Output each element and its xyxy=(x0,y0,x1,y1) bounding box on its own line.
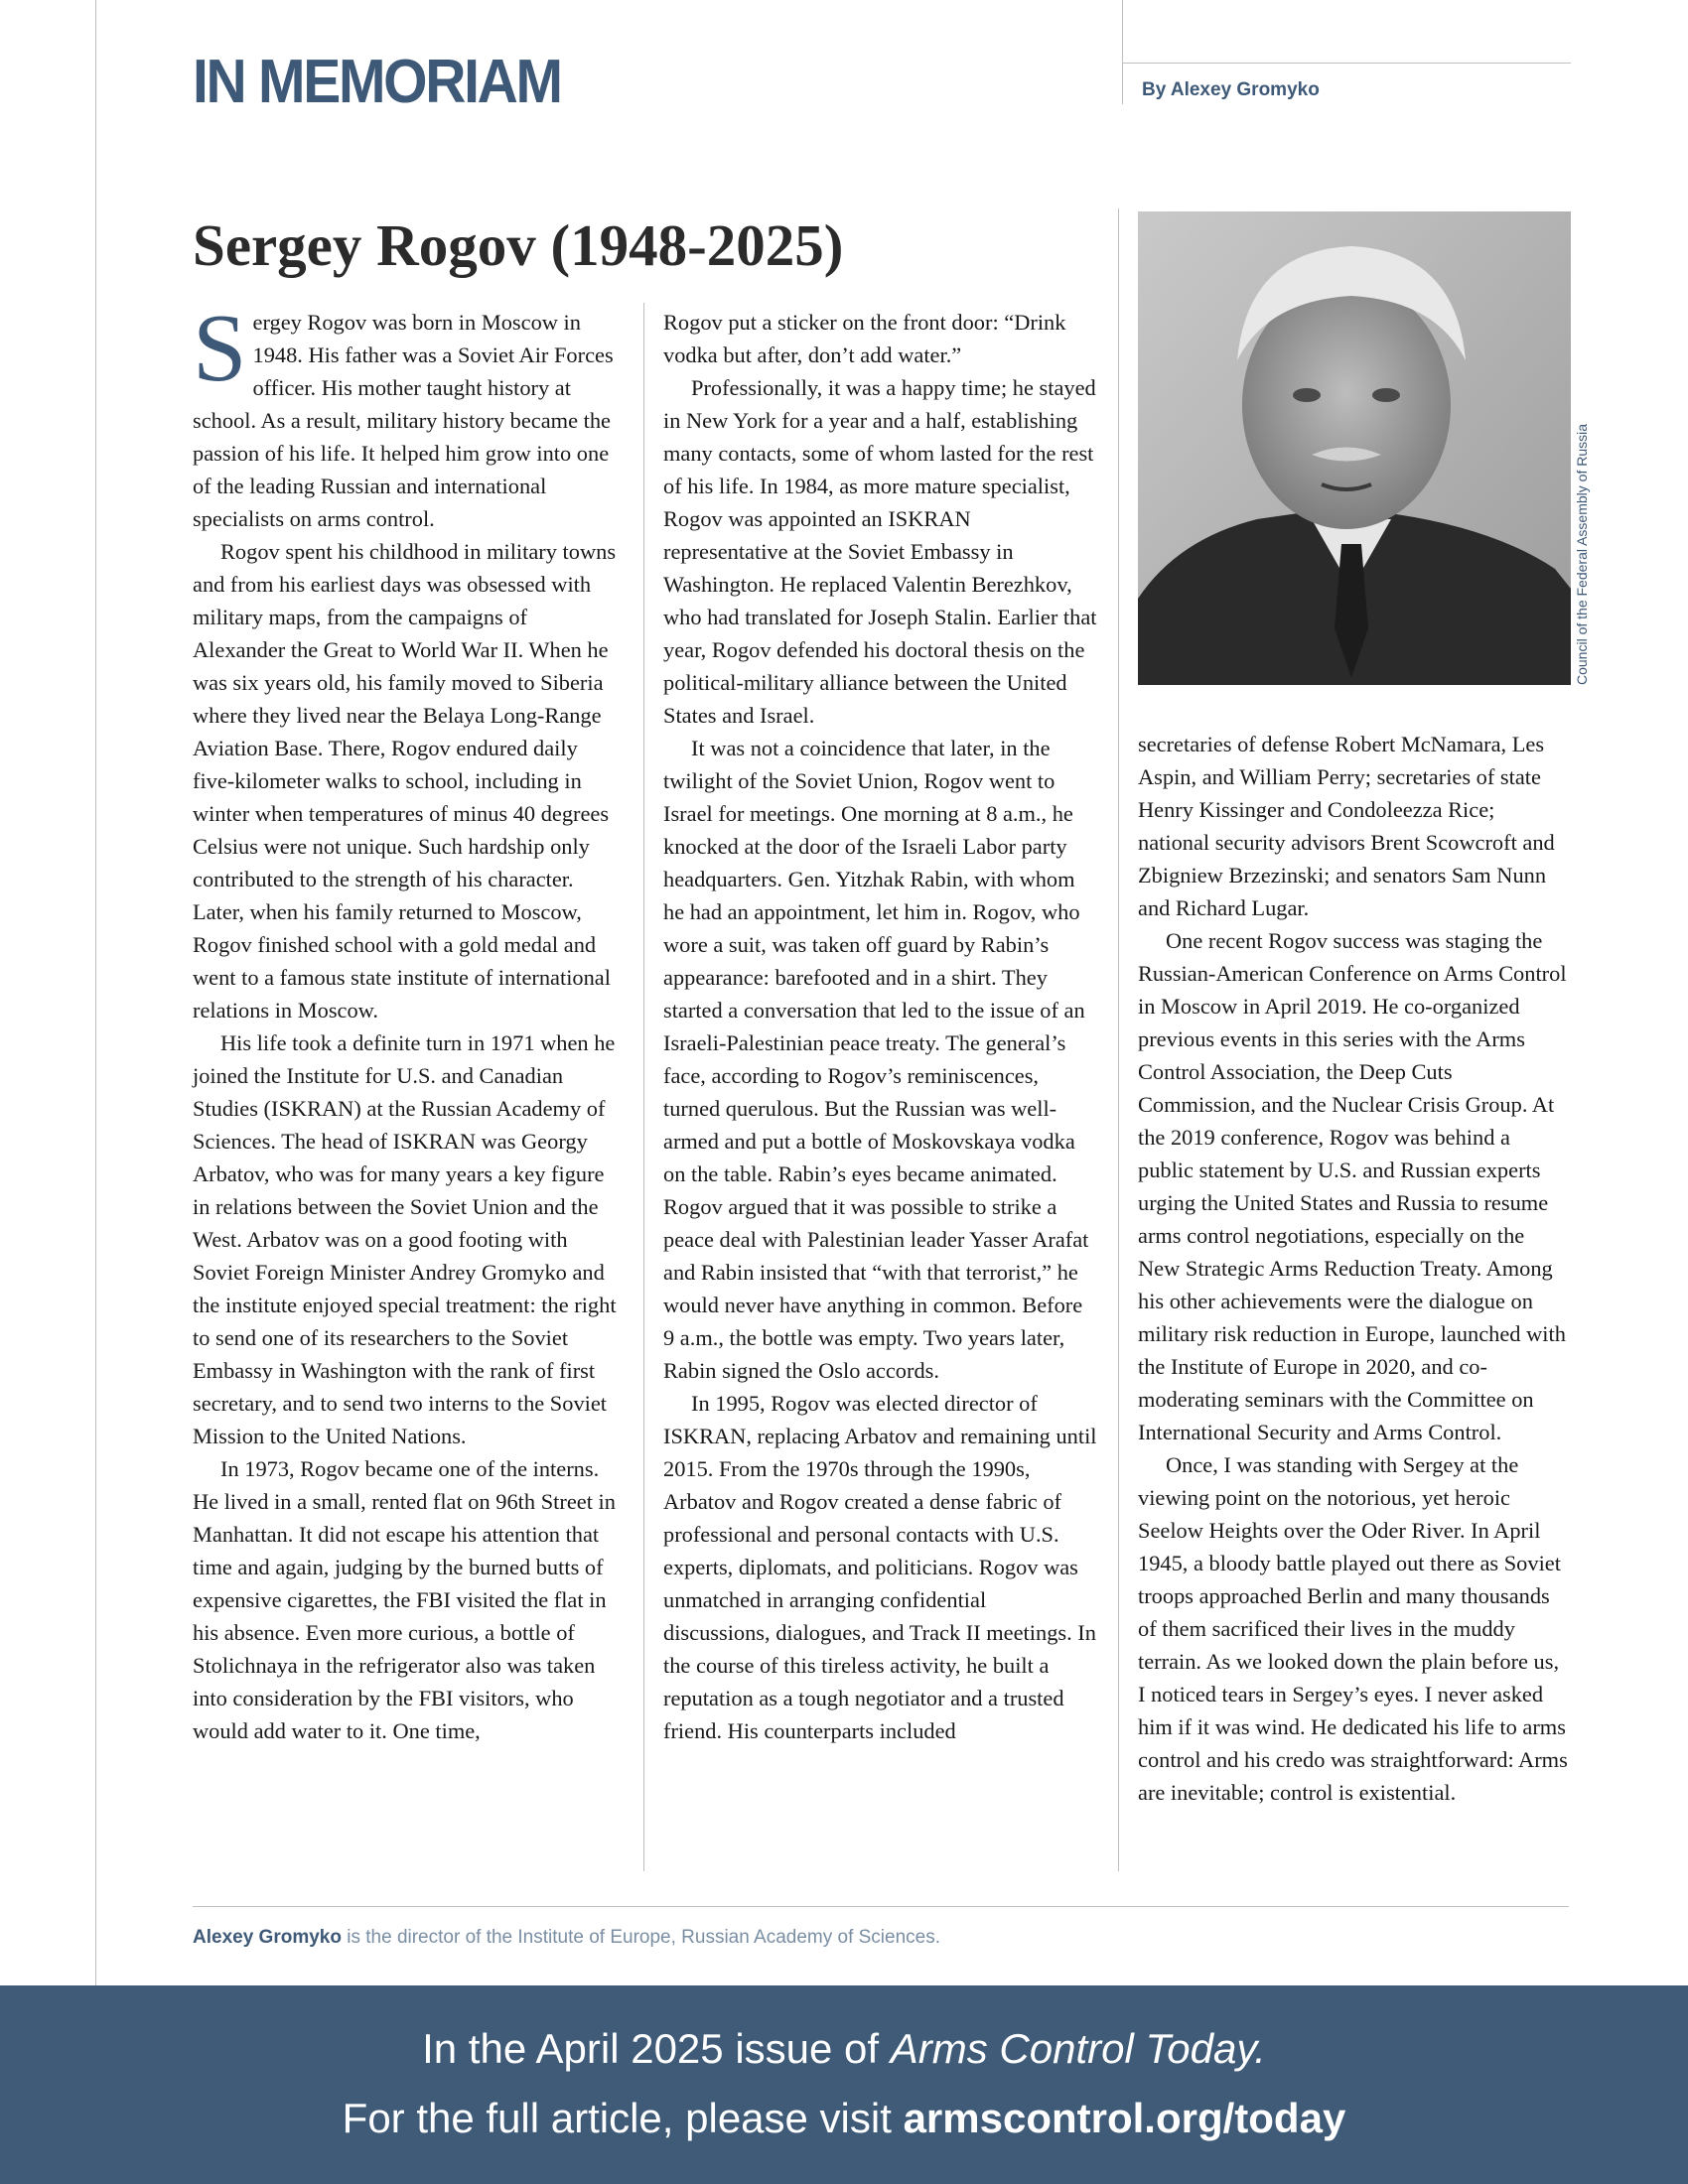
bio-divider xyxy=(193,1906,1569,1907)
column-divider-2 xyxy=(1118,208,1119,1871)
section-title: IN MEMORIAM xyxy=(193,48,561,116)
byline: By Alexey Gromyko xyxy=(1142,79,1320,100)
drop-cap: S xyxy=(193,295,247,402)
paragraph: Once, I was standing with Sergey at the viewing point on the notorious, yet heroic Seelow Heights over the Oder River. In April 1945, a bloody battle played out there as Soviet troops approached Berlin and many thousands of them sacrificed their lives in the muddy terrain. As we looked down the plain before us, I noticed tears in Sergey’s eyes. I never asked him if it was wind. He dedicated his life to arms control and his credo was straightforward: Arms are inevitable; control is existential. xyxy=(1138,1452,1568,1805)
paragraph: It was not a coincidence that later, in the twilight of the Soviet Union, Rogov went to Israel for meetings. One morning at 8 a.m., he knocked at the door of the Israeli Labor party headquarters. Gen. Yitzhak Rabin, with whom he had an appointment, let him in. Rogov, who wore a suit, was taken off guard by Rabin’s appearance: barefooted and in a shirt. They started a conversation that led to the issue of an Israeli-Palestinian peace treaty. The general’s face, according to Rogov’s reminiscences, turned querulous. But the Russian was well-armed and put a bottle of Moskovskaya vodka on the table. Rabin’s eyes became animated. Rogov argued that it was possible to strike a peace deal with Palestinian leader Yasser Arafat and Rabin insisted that “with that terrorist,” he would never have anything in common. Before 9 a.m., the bottle was empty. Two years later, Rabin signed the Oslo accords. xyxy=(663,736,1089,1383)
author-bio-name: Alexey Gromyko xyxy=(193,1927,342,1948)
byline-divider-horizontal xyxy=(1122,63,1571,64)
article-headline: Sergey Rogov (1948-2025) xyxy=(193,212,844,278)
portrait-photo xyxy=(1138,211,1571,685)
paragraph: secretaries of defense Robert McNamara, Les Aspin, and William Perry; secretaries of state Henry Kissinger and Condoleezza Rice; national security advisors Brent Scowcroft and Zbigniew Brzezinski; and senators Sam Nunn and Richard Lugar. xyxy=(1138,732,1555,920)
paragraph: Sergey Rogov was born in Moscow in 1948. His father was a Soviet Air Forces officer. His mother taught history at school. As a result, military history became the passion of his life. It helped him grow into one of the leading Russian and international specialists on arms control. xyxy=(193,295,614,531)
article-column-2 xyxy=(663,306,1098,1747)
website-link[interactable]: armscontrol.org/today xyxy=(903,2095,1346,2141)
paragraph: Rogov put a sticker on the front door: “Drink vodka but after, don’t add water.” xyxy=(663,310,1066,367)
portrait-image xyxy=(1138,211,1571,685)
author-bio xyxy=(193,1927,940,1949)
photo-credit: Council of the Federal Assembly of Russia xyxy=(1574,423,1590,685)
paragraph: His life took a definite turn in 1971 when he joined the Institute for U.S. and Canadian Studies (ISKRAN) at the Russian Academy of Sciences. The head of ISKRAN was Georgy Arbatov, who was for many years a key figure in relations between the Soviet Union and the West. Arbatov was on a good footing with Soviet Foreign Minister Andrey Gromyko and the institute enjoyed special treatment: the right to send one of its researchers to the Soviet Embassy in Washington with the rank of first secretary, and to send two interns to the Soviet Mission to the United Nations. xyxy=(193,1030,617,1448)
paragraph: Rogov spent his childhood in military towns and from his earliest days was obsessed with military maps, from the campaigns of Alexander the Great to World War II. When he was six years old, his family moved to Siberia where they lived near the Belaya Long-Range Aviation Base. There, Rogov endured daily five-kilometer walks to school, including in winter when temperatures of minus 40 degrees Celsius were not unique. Such hardship only contributed to the strength of his character. Later, when his family returned to Moscow, Rogov finished school with a gold medal and went to a famous state institute of international relations in Moscow. xyxy=(193,539,617,1023)
paragraph: In 1995, Rogov was elected director of ISKRAN, replacing Arbatov and remaining until 2015. From the 1970s through the 1990s, Arbatov and Rogov created a dense fabric of professional and personal contacts with U.S. experts, diplomats, and politicians. Rogov was unmatched in arranging confidential discussions, dialogues, and Track II meetings. In the course of this tireless activity, he built a reputation as a tough negotiator and a trusted friend. His counterparts included xyxy=(663,1391,1097,1743)
footer-visit-line: For the full article, please visit armscontrol.org/today xyxy=(342,2095,1346,2141)
column-divider-1 xyxy=(643,303,644,1871)
footer-banner xyxy=(0,1985,1688,2184)
byline-divider-vertical xyxy=(1122,0,1123,104)
left-margin-rule xyxy=(95,0,96,1985)
publication-name: Arms Control Today. xyxy=(890,2025,1266,2072)
paragraph: One recent Rogov success was staging the Russian-American Conference on Arms Control in Moscow in April 2019. He co-organized previous events in this series with the Arms Control Association, the Deep Cuts Commission, and the Nuclear Crisis Group. At the 2019 conference, Rogov was behind a public statement by U.S. and Russian experts urging the United States and Russia to resume arms control negotiations, especially on the New Strategic Arms Reduction Treaty. Among his other achievements were the dialogue on military risk reduction in Europe, launched with the Institute of Europe in 2020, and co-moderating seminars with the Committee on International Security and Arms Control. xyxy=(1138,928,1567,1444)
paragraph: In 1973, Rogov became one of the interns. He lived in a small, rented flat on 96th Street in Manhattan. It did not escape his attention that time and again, judging by the burned butts of expensive cigarettes, the FBI visited the flat in his absence. Even more curious, a bottle of Stolichnaya in the refrigerator also was taken into consideration by the FBI visitors, who would add water to it. One time, xyxy=(193,1456,616,1743)
author-bio-text: is the director of the Institute of Europe, Russian Academy of Sciences. xyxy=(341,1927,941,1948)
paragraph: Professionally, it was a happy time; he stayed in New York for a year and a half, establishing many contacts, some of whom lasted for the rest of his life. In 1984, as more mature specialist, Rogov was appointed an ISKRAN representative at the Soviet Embassy in Washington. He replaced Valentin Berezhkov, who had translated for Joseph Stalin. Earlier that year, Rogov defended his doctoral thesis on the political-military alliance between the United States and Israel. xyxy=(663,375,1097,728)
article-column-1 xyxy=(193,295,620,1747)
footer-issue-line: In the April 2025 issue of Arms Control Today. xyxy=(422,2025,1266,2072)
article-column-3 xyxy=(1138,728,1571,1809)
